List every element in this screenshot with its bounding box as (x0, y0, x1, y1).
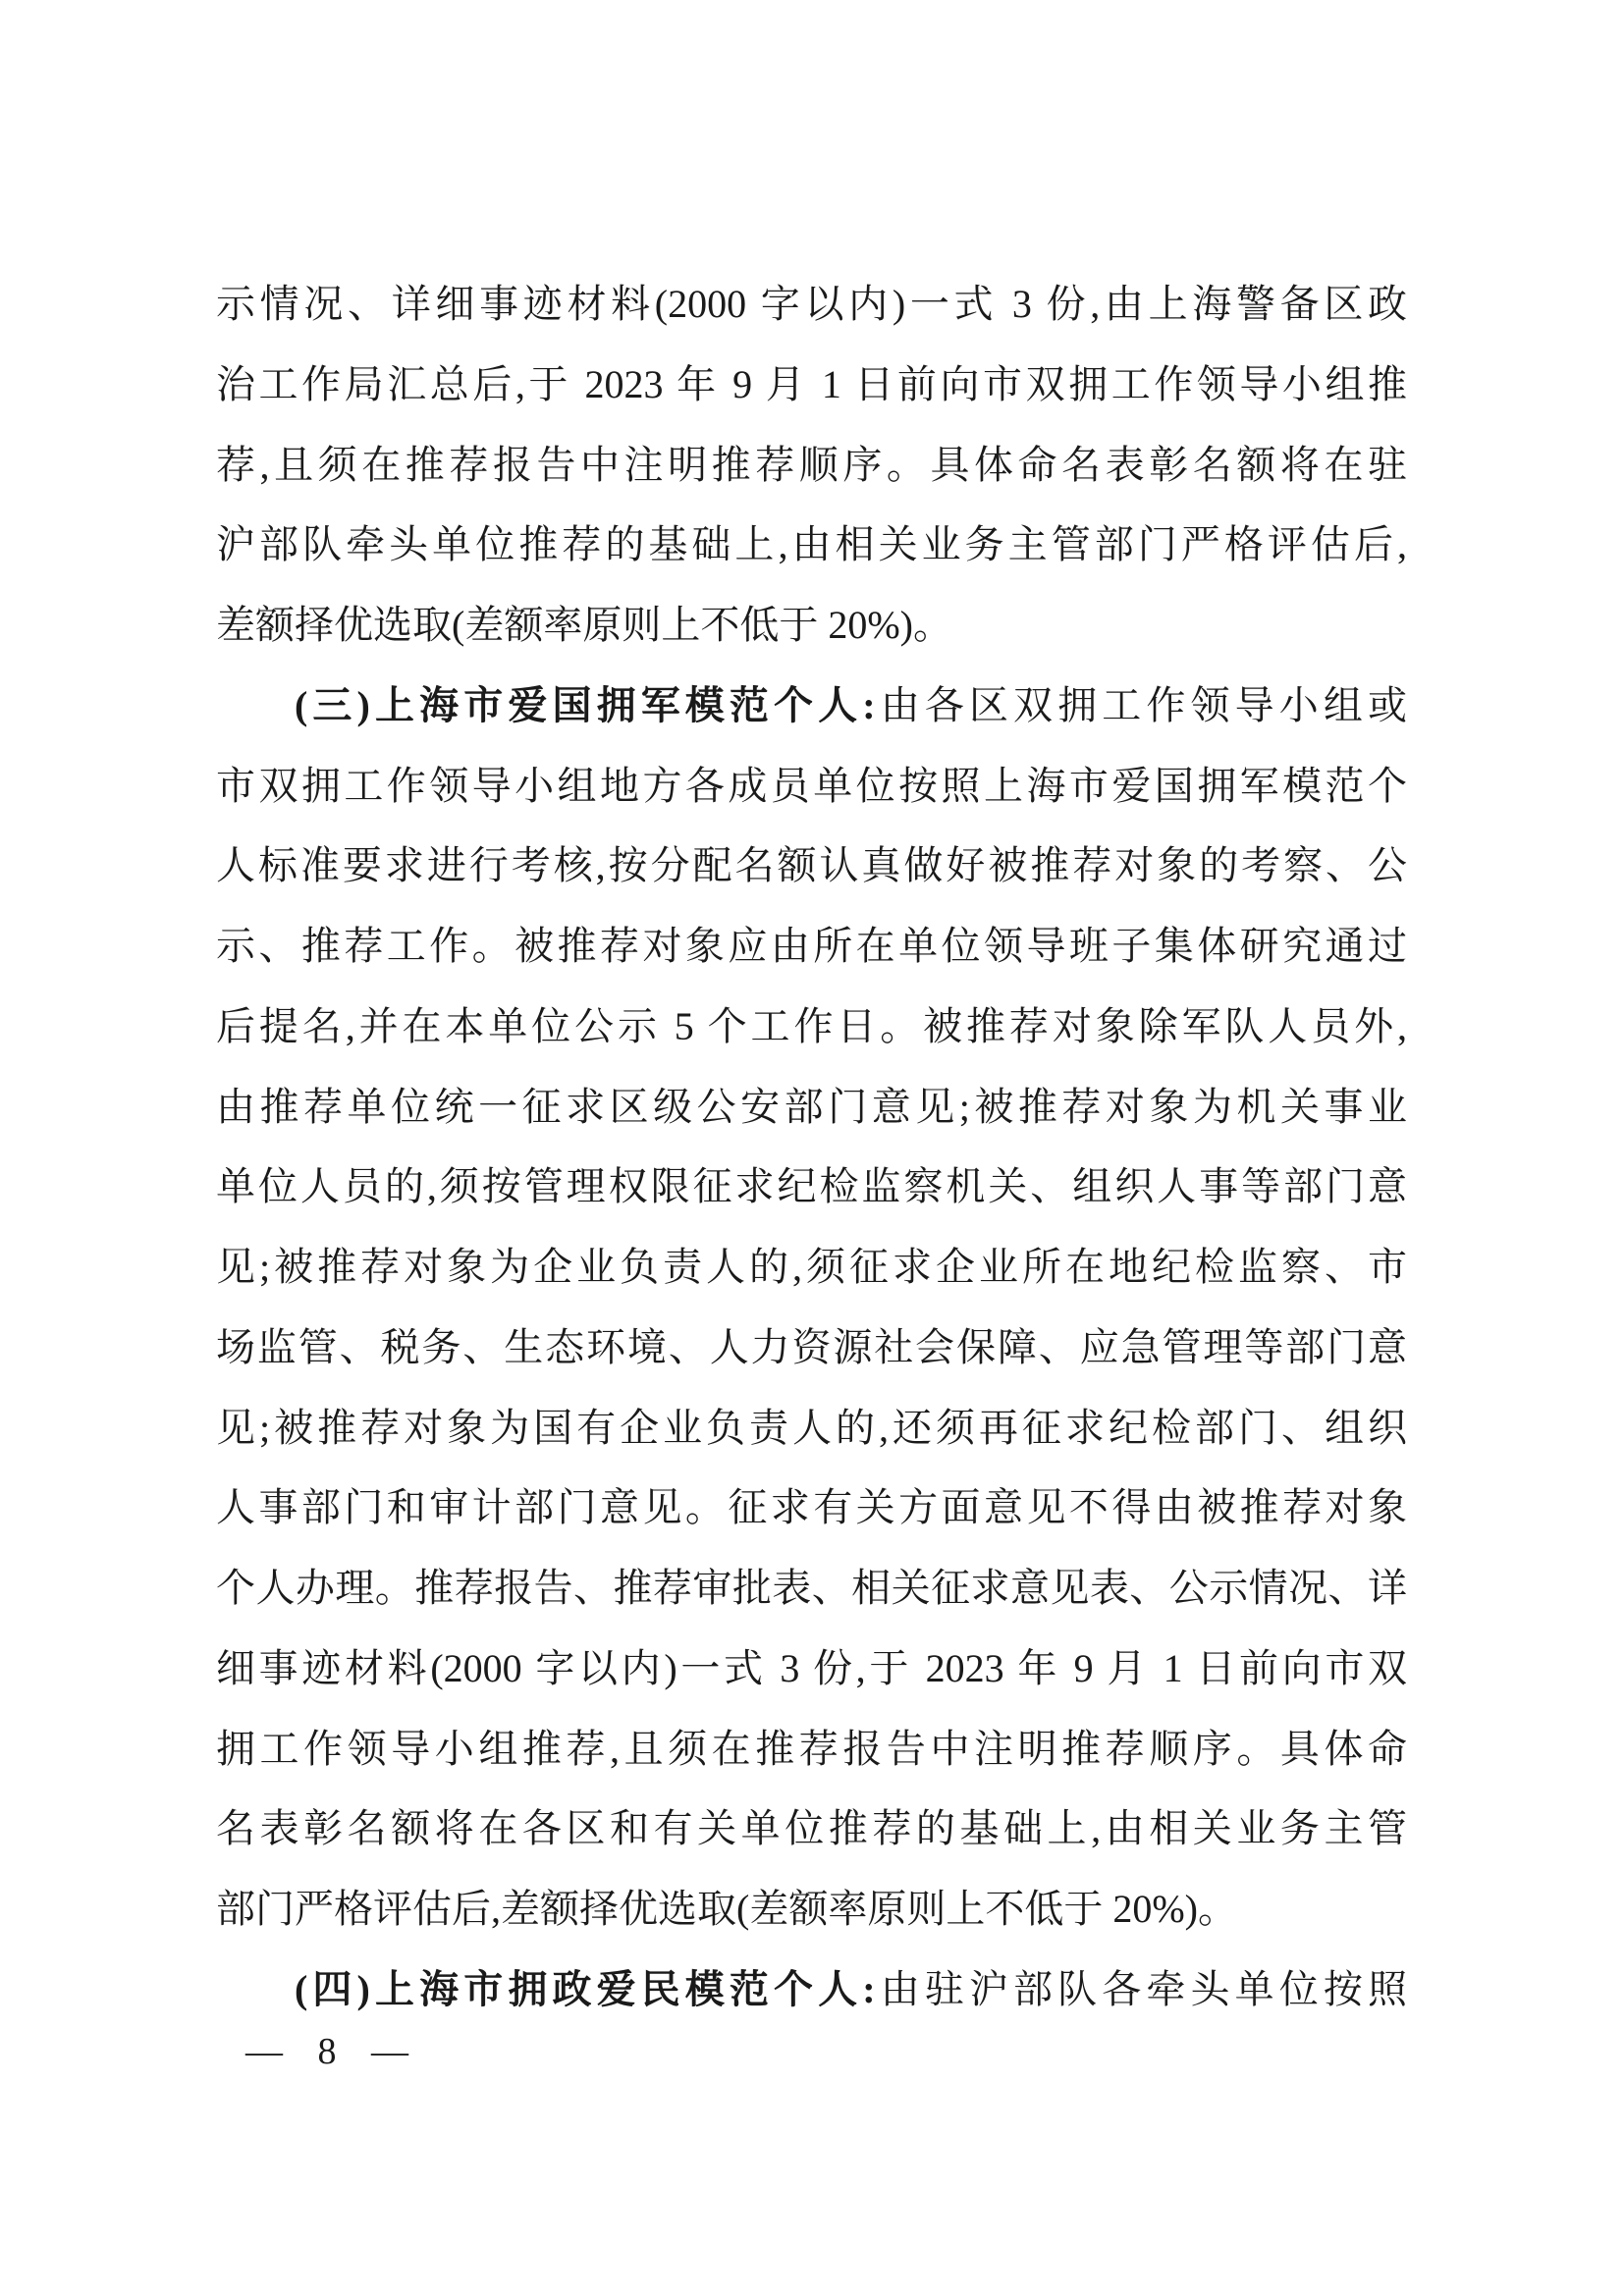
text-line (216, 1227, 1407, 1308)
text-segment: 后提名,并在本单位公示 5 个工作日。被推荐对象除军队人员外, (216, 1003, 1407, 1048)
text-line (216, 1709, 1407, 1789)
text-line (216, 1949, 1407, 2030)
heading-segment: (三)上海市爱国拥军模范个人: (295, 682, 876, 727)
text-segment: 场监管、税务、生态环境、人力资源社会保障、应急管理等部门意 (216, 1324, 1407, 1369)
text-line (216, 1468, 1407, 1548)
text-line (216, 585, 1407, 666)
text-segment: 单位人员的,须按管理权限征求纪检监察机关、组织人事等部门意 (216, 1164, 1407, 1209)
text-line (216, 345, 1407, 425)
text-segment: 由推荐单位统一征求区级公安部门意见;被推荐对象为机关事业 (216, 1084, 1407, 1129)
text-segment: 由驻沪部队各牵头单位按照 (875, 1966, 1407, 2011)
text-segment: 见;被推荐对象为企业负责人的,须征求企业所在地纪检监察、市 (216, 1245, 1407, 1289)
text-line (216, 264, 1407, 345)
text-segment: 由各区双拥工作领导小组或 (875, 682, 1407, 727)
text-line (216, 826, 1407, 906)
text-segment: 见;被推荐对象为国有企业负责人的,还须再征求纪检部门、组织 (216, 1405, 1407, 1450)
page-number: — 8 — (245, 2031, 414, 2072)
text-segment: 部门严格评估后,差额择优选取(差额率原则上不低于 20%)。 (216, 1887, 1237, 1931)
text-line (216, 1067, 1407, 1148)
text-line (216, 1869, 1407, 1949)
text-segment: 人事部门和审计部门意见。征求有关方面意见不得由被推荐对象 (216, 1485, 1407, 1530)
text-line (216, 987, 1407, 1067)
text-line (216, 1548, 1407, 1629)
text-line (216, 505, 1407, 585)
text-line (216, 1629, 1407, 1709)
text-block (216, 264, 1407, 2030)
text-segment: 荐,且须在推荐报告中注明推荐顺序。具体命名表彰名额将在驻 (216, 442, 1407, 487)
text-segment: 市双拥工作领导小组地方各成员单位按照上海市爱国拥军模范个 (216, 763, 1407, 808)
heading-segment: (四)上海市拥政爱民模范个人: (295, 1966, 876, 2011)
text-segment: 人标准要求进行考核,按分配名额认真做好被推荐对象的考察、公 (216, 843, 1407, 888)
text-line (216, 1388, 1407, 1468)
text-line (216, 1147, 1407, 1227)
text-line (216, 1308, 1407, 1388)
text-line (216, 425, 1407, 506)
text-segment: 示、推荐工作。被推荐对象应由所在单位领导班子集体研究通过 (216, 924, 1407, 968)
text-segment: 拥工作领导小组推荐,且须在推荐报告中注明推荐顺序。具体命 (216, 1726, 1407, 1771)
text-line (216, 1789, 1407, 1869)
text-line (216, 746, 1407, 827)
text-segment: 沪部队牵头单位推荐的基础上,由相关业务主管部门严格评估后, (216, 522, 1407, 567)
text-segment: 示情况、详细事迹材料(2000 字以内)一式 3 份,由上海警备区政 (216, 282, 1407, 326)
text-segment: 名表彰名额将在各区和有关单位推荐的基础上,由相关业务主管 (216, 1806, 1407, 1851)
text-line (216, 906, 1407, 987)
text-segment: 差额择优选取(差额率原则上不低于 20%)。 (216, 603, 952, 647)
text-segment: 治工作局汇总后,于 2023 年 9 月 1 日前向市双拥工作领导小组推 (216, 361, 1407, 406)
text-segment: 细事迹材料(2000 字以内)一式 3 份,于 2023 年 9 月 1 日前向市双 (216, 1645, 1407, 1690)
text-line (216, 666, 1407, 746)
text-segment: 个人办理。推荐报告、推荐审批表、相关征求意见表、公示情况、详 (216, 1566, 1407, 1610)
